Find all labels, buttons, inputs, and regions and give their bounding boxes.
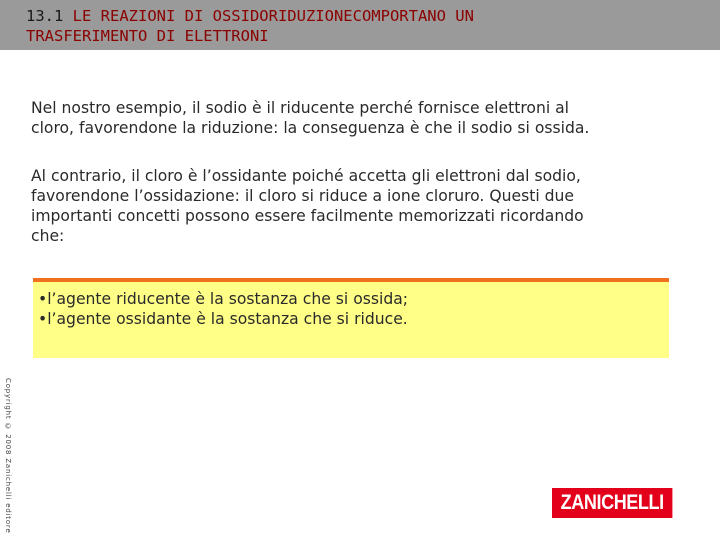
paragraph-1-line-2: cloro, favorendone la riduzione: la conseguenza è che il sodio si ossida. <box>31 119 590 137</box>
definition-text: l’agente <box>47 290 117 308</box>
definition-oxidizing-agent <box>38 309 408 329</box>
definition-text: è la sostanza che si <box>191 310 355 328</box>
bullet-point: • <box>38 310 48 328</box>
paragraph-1-line-1: Nel nostro esempio, il sodio è il riducente perché fornisce elettroni al <box>31 99 570 117</box>
paragraph-2-line-3: importanti concetti possono essere facilmente memorizzati ricordando <box>31 207 584 225</box>
copyright-notice: Copyright © 2008 Zanichelli editore <box>4 378 12 534</box>
paragraph-1 <box>31 98 691 138</box>
definition-highlight-box <box>33 278 669 358</box>
bullet-point: • <box>38 290 48 308</box>
term-ossida: ossida <box>353 290 403 308</box>
title-bar <box>0 0 720 50</box>
zanichelli-logo: ZANICHELLI <box>552 488 672 518</box>
punctuation: . <box>402 310 408 328</box>
paragraph-2 <box>31 166 691 246</box>
paragraph-2-line-1: Al contrario, il cloro è l’ossidante poiché accetta gli elettroni dal sodio, <box>31 167 581 185</box>
definition-text: l’agente <box>47 310 117 328</box>
term-ossidante: ossidante <box>116 310 192 328</box>
section-number: 13.1 <box>26 7 64 25</box>
punctuation: ; <box>402 290 409 308</box>
title-text-line1: LE REAZIONI DI OSSIDORIDUZIONECOMPORTANO UN <box>72 7 474 25</box>
paragraph-2-line-4: che: <box>31 227 65 245</box>
definition-text: è la sostanza che si <box>190 290 354 308</box>
term-riducente: riducente <box>116 290 191 308</box>
definition-reducing-agent <box>38 289 408 309</box>
slide-title <box>26 6 706 46</box>
paragraph-2-line-2: favorendone l’ossidazione: il cloro si riduce a ione cloruro. Questi due <box>31 187 575 205</box>
title-text-line2: TRASFERIMENTO DI ELETTRONI <box>26 27 269 45</box>
term-riduce: riduce <box>354 310 403 328</box>
